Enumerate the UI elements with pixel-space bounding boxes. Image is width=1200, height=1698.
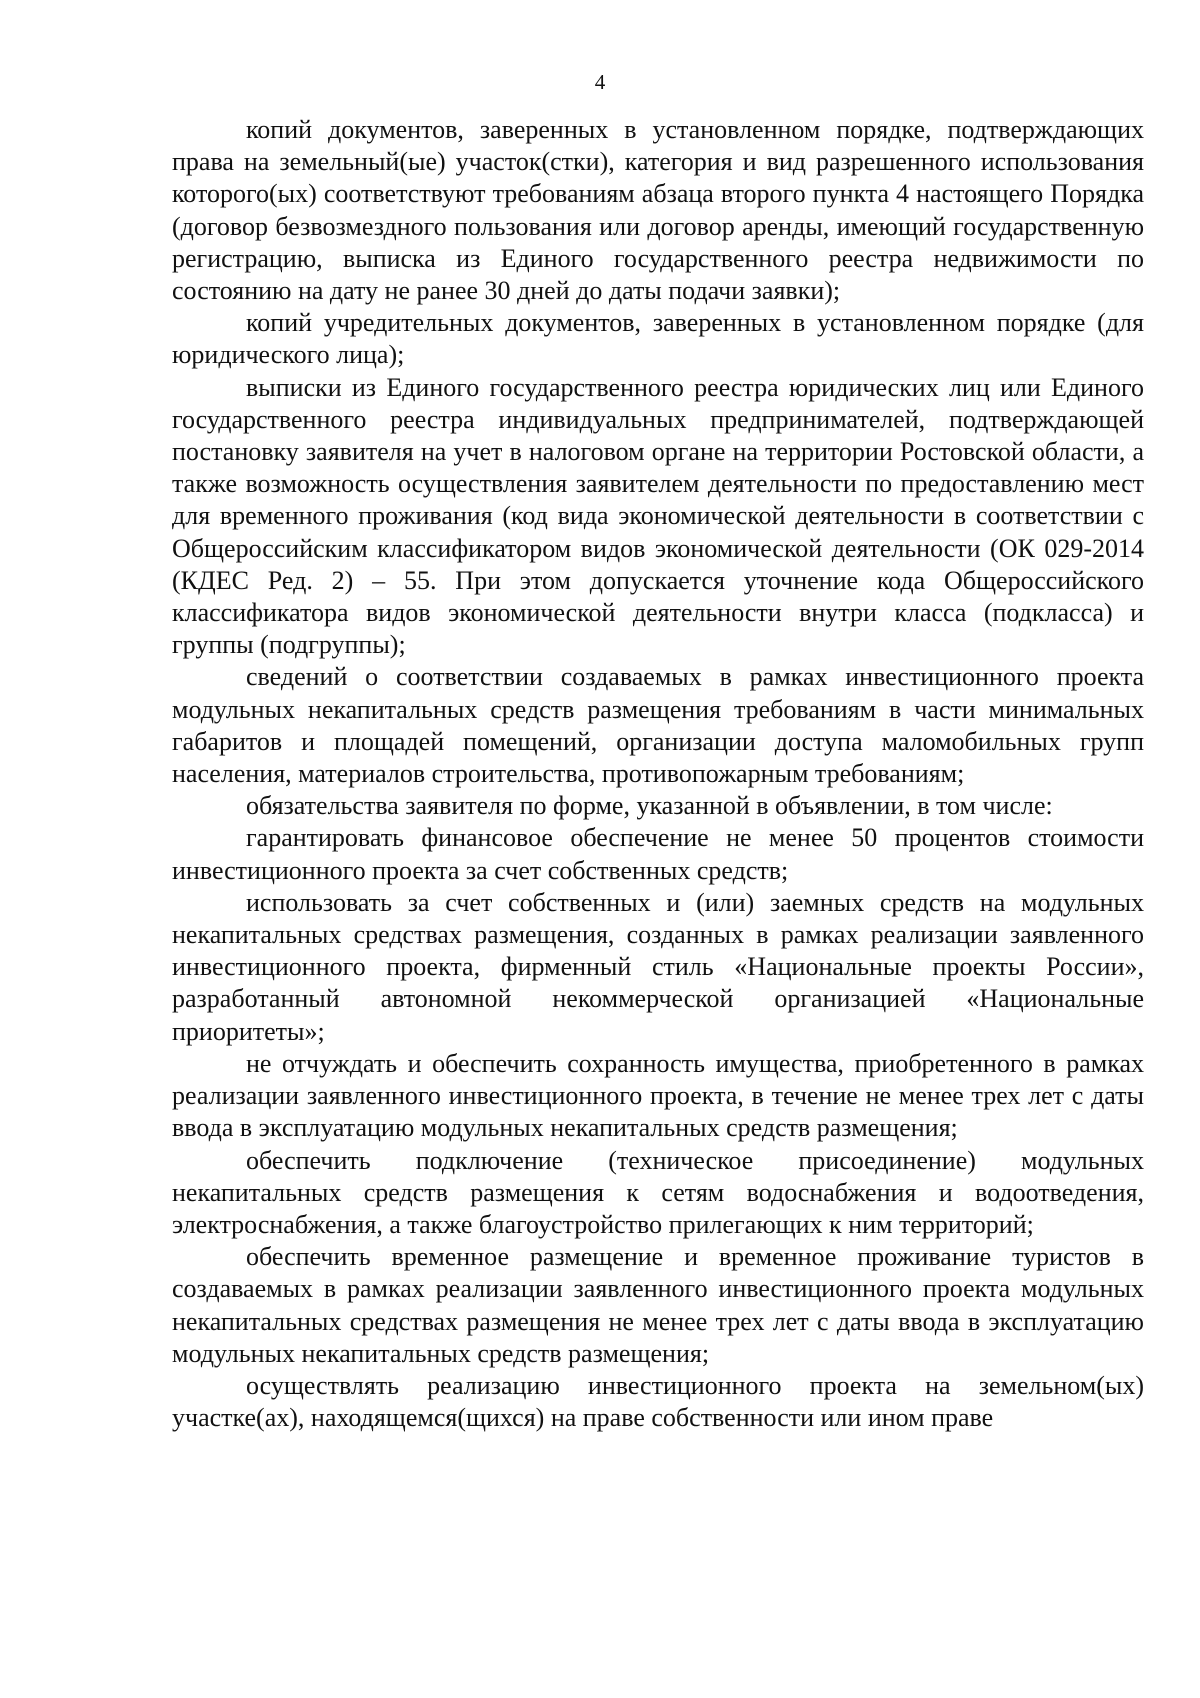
- paragraph-registry-extract: выписки из Единого государственного реестра юридических лиц или Единого государственного реестра индивидуальных предпринимателей, подтверждающей постановку заявителя на учет в налоговом органе на территории Ростовской области, а также возможность осуществления заявителем деятельности по предоставлению мест для временного проживания (код вида экономической деятельности в соответствии с Общероссийским классификатором видов экономической деятельности (ОК 029-2014 (КДЕС Ред. 2) – 55. При этом допускается уточнение кода Общероссийского классификатора видов экономической деятельности внутри класса (подкласса) и группы (подгруппы);: [172, 372, 1144, 660]
- paragraph-property-retention: не отчуждать и обеспечить сохранность имущества, приобретенного в рамках реализации заявленного инвестиционного проекта, в течение не менее трех лет с даты ввода в эксплуатацию модульных некапитальных средств размещения;: [172, 1048, 1144, 1143]
- paragraph-founding-documents: копий учредительных документов, заверенных в установленном порядке (для юридического лица);: [172, 308, 1144, 370]
- paragraph-financial-guarantee: гарантировать финансовое обеспечение не менее 50 процентов стоимости инвестиционного проекта за счет собственных средств;: [172, 823, 1144, 885]
- paragraph-land-rights-documents: копий документов, заверенных в установленном порядке, подтверждающих права на земельный(ые) участок(стки), категория и вид разрешенного использования которого(ых) соответствуют требованиям абзаца второго пункта 4 настоящего Порядка (договор безвозмездного пользования или договор аренды, имеющий государственную регистрацию, выписка из Единого государственного реестра недвижимости по состоянию на дату не ранее 30 дней до даты подачи заявки);: [172, 115, 1144, 306]
- paragraph-tourist-accommodation: обеспечить временное размещение и временное проживание туристов в создаваемых в рамках реализации заявленного инвестиционного проекта модульных некапитальных средствах размещения не менее трех лет с даты ввода в эксплуатацию модульных некапитальных средств размещения;: [172, 1242, 1144, 1368]
- page-number: 4: [594, 70, 606, 94]
- paragraph-land-plot-implementation: осуществлять реализацию инвестиционного проекта на земельном(ых) участке(ах), находящемся(щихся) на праве собственности или ином праве: [172, 1370, 1144, 1433]
- paragraph-applicant-obligations: обязательства заявителя по форме, указанной в объявлении, в том числе:: [246, 791, 1053, 821]
- paragraph-utilities-connection: обеспечить подключение (техническое присоединение) модульных некапитальных средств размещения к сетям водоснабжения и водоотведения, электроснабжения, а также благоустройство прилегающих к ним территорий;: [172, 1145, 1144, 1239]
- paragraph-compliance-info: сведений о соответствии создаваемых в рамках инвестиционного проекта модульных некапитальных средств размещения требованиям в части минимальных габаритов и площадей помещений, организации доступа маломобильных групп населения, материалов строительства, противопожарным требованиям;: [172, 662, 1144, 789]
- paragraph-brand-style: использовать за счет собственных и (или) заемных средств на модульных некапитальных средствах размещения, созданных в рамках реализации заявленного инвестиционного проекта, фирменный стиль «Национальные проекты России», разработанный автономной некоммерческой организацией «Национальные приоритеты»;: [172, 887, 1144, 1046]
- document-body: [172, 114, 1144, 1434]
